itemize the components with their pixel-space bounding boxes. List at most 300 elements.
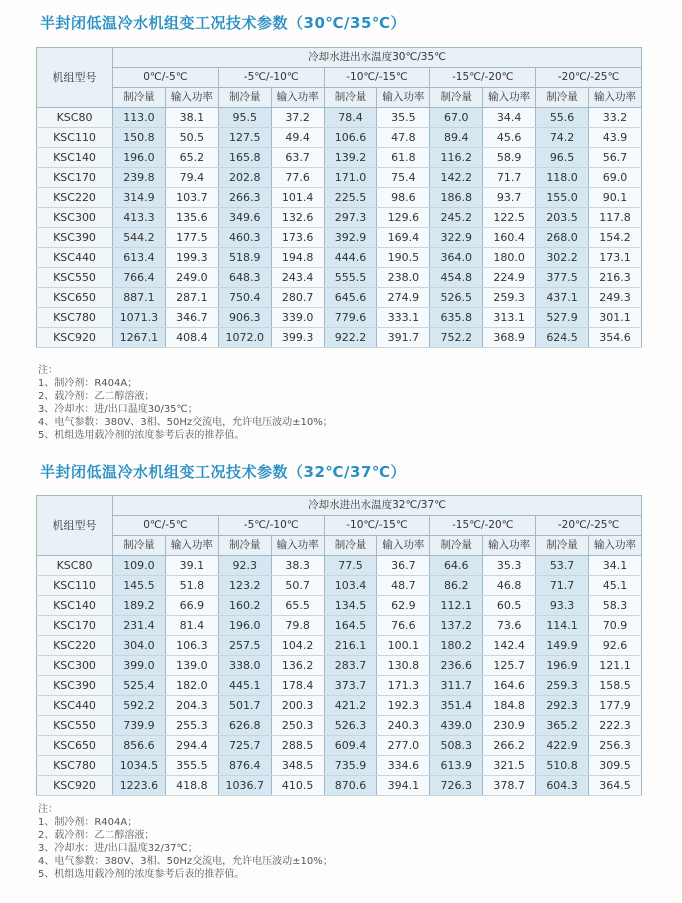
cooling-capacity-cell: 592.2: [113, 696, 166, 716]
cooling-capacity-cell: 186.8: [430, 188, 483, 208]
cooling-capacity-cell: 92.3: [218, 556, 271, 576]
input-power-cell: 37.2: [271, 108, 324, 128]
cooling-capacity-cell: 165.8: [218, 148, 271, 168]
table-row: [37, 108, 642, 128]
section-title: 半封闭低温冷水机组变工况技术参数（30℃/35℃）: [40, 14, 407, 32]
table-row: [37, 756, 642, 776]
cooling-capacity-cell: 887.1: [113, 288, 166, 308]
cooling-capacity-cell: 766.4: [113, 268, 166, 288]
input-power-cell: 93.7: [483, 188, 536, 208]
model-cell: KSC550: [37, 268, 113, 288]
input-power-cell: 154.2: [589, 228, 642, 248]
input-power-cell: 410.5: [271, 776, 324, 796]
input-power-cell: 394.1: [377, 776, 430, 796]
table-row: [37, 208, 642, 228]
input-power-cell: 73.6: [483, 616, 536, 636]
sub-header-row: [37, 536, 642, 556]
table-row: [37, 596, 642, 616]
cooling-capacity-cell: 259.3: [536, 676, 589, 696]
input-power-cell: 182.0: [165, 676, 218, 696]
cooling-capacity-cell: 266.3: [218, 188, 271, 208]
cooling-capacity-cell: 123.2: [218, 576, 271, 596]
model-cell: KSC300: [37, 656, 113, 676]
temperature-group-header: -15℃/-20℃: [430, 68, 536, 88]
input-power-cell: 139.0: [165, 656, 218, 676]
header-row: [37, 48, 642, 68]
cooling-capacity-cell: 268.0: [536, 228, 589, 248]
cooling-capacity-cell: 114.1: [536, 616, 589, 636]
cooling-capacity-header: 制冷量: [324, 536, 377, 556]
temperature-group-header: -5℃/-10℃: [218, 68, 324, 88]
cooling-water-header: 冷却水进出水温度30℃/35℃: [113, 48, 642, 68]
input-power-cell: 70.9: [589, 616, 642, 636]
cooling-capacity-cell: 1072.0: [218, 328, 271, 348]
input-power-cell: 35.3: [483, 556, 536, 576]
cooling-capacity-cell: 304.0: [113, 636, 166, 656]
cooling-capacity-cell: 338.0: [218, 656, 271, 676]
cooling-capacity-cell: 77.5: [324, 556, 377, 576]
table-row: [37, 696, 642, 716]
cooling-capacity-cell: 314.9: [113, 188, 166, 208]
table-row: [37, 716, 642, 736]
cooling-capacity-header: 制冷量: [113, 88, 166, 108]
cooling-capacity-cell: 55.6: [536, 108, 589, 128]
cooling-capacity-cell: 149.9: [536, 636, 589, 656]
input-power-cell: 62.9: [377, 596, 430, 616]
input-power-cell: 58.9: [483, 148, 536, 168]
model-cell: KSC110: [37, 576, 113, 596]
header-row: [37, 496, 642, 516]
cooling-capacity-cell: 525.4: [113, 676, 166, 696]
temperature-group-header: -10℃/-15℃: [324, 68, 430, 88]
cooling-capacity-cell: 1071.3: [113, 308, 166, 328]
cooling-capacity-cell: 460.3: [218, 228, 271, 248]
model-cell: KSC390: [37, 676, 113, 696]
input-power-cell: 60.5: [483, 596, 536, 616]
cooling-capacity-cell: 856.6: [113, 736, 166, 756]
cooling-capacity-cell: 365.2: [536, 716, 589, 736]
cooling-capacity-cell: 203.5: [536, 208, 589, 228]
input-power-cell: 169.4: [377, 228, 430, 248]
note-line: 5、机组选用载冷剂的浓度参考后表的推荐值。: [38, 430, 245, 441]
cooling-capacity-header: 制冷量: [430, 536, 483, 556]
cooling-capacity-cell: 106.6: [324, 128, 377, 148]
cooling-capacity-cell: 906.3: [218, 308, 271, 328]
cooling-capacity-cell: 752.2: [430, 328, 483, 348]
cooling-capacity-cell: 95.5: [218, 108, 271, 128]
input-power-cell: 222.3: [589, 716, 642, 736]
cooling-capacity-cell: 437.1: [536, 288, 589, 308]
input-power-cell: 230.9: [483, 716, 536, 736]
cooling-capacity-cell: 725.7: [218, 736, 271, 756]
cooling-capacity-cell: 526.5: [430, 288, 483, 308]
input-power-cell: 71.7: [483, 168, 536, 188]
temperature-group-header: 0℃/-5℃: [113, 516, 219, 536]
model-cell: KSC140: [37, 596, 113, 616]
cooling-capacity-cell: 613.9: [430, 756, 483, 776]
cooling-capacity-cell: 526.3: [324, 716, 377, 736]
cooling-capacity-cell: 189.2: [113, 596, 166, 616]
cooling-capacity-cell: 292.3: [536, 696, 589, 716]
table-row: [37, 636, 642, 656]
model-cell: KSC440: [37, 248, 113, 268]
temperature-group-header: -10℃/-15℃: [324, 516, 430, 536]
cooling-capacity-cell: 160.2: [218, 596, 271, 616]
cooling-capacity-cell: 527.9: [536, 308, 589, 328]
cooling-capacity-cell: 127.5: [218, 128, 271, 148]
cooling-capacity-cell: 142.2: [430, 168, 483, 188]
cooling-capacity-cell: 196.0: [113, 148, 166, 168]
input-power-cell: 61.8: [377, 148, 430, 168]
section-title: 半封闭低温冷水机组变工况技术参数（32℃/37℃）: [40, 463, 407, 481]
note-line: 4、电气参数：380V、3相、50Hz交流电，允许电压波动±10%；: [38, 856, 333, 867]
model-cell: KSC170: [37, 168, 113, 188]
table-row: [37, 248, 642, 268]
input-power-cell: 164.6: [483, 676, 536, 696]
input-power-cell: 309.5: [589, 756, 642, 776]
input-power-cell: 280.7: [271, 288, 324, 308]
cooling-capacity-cell: 739.9: [113, 716, 166, 736]
cooling-capacity-cell: 555.5: [324, 268, 377, 288]
cooling-capacity-cell: 236.6: [430, 656, 483, 676]
cooling-capacity-cell: 750.4: [218, 288, 271, 308]
cooling-capacity-cell: 779.6: [324, 308, 377, 328]
note-line: 2、载冷剂：乙二醇溶液；: [38, 830, 155, 841]
input-power-cell: 173.6: [271, 228, 324, 248]
input-power-cell: 348.5: [271, 756, 324, 776]
cooling-capacity-cell: 609.4: [324, 736, 377, 756]
cooling-capacity-cell: 501.7: [218, 696, 271, 716]
sub-header-row: [37, 88, 642, 108]
input-power-cell: 81.4: [165, 616, 218, 636]
cooling-capacity-header: 制冷量: [430, 88, 483, 108]
cooling-capacity-cell: 137.2: [430, 616, 483, 636]
cooling-capacity-cell: 1034.5: [113, 756, 166, 776]
input-power-cell: 121.1: [589, 656, 642, 676]
input-power-cell: 79.8: [271, 616, 324, 636]
cooling-capacity-cell: 103.4: [324, 576, 377, 596]
input-power-cell: 249.0: [165, 268, 218, 288]
cooling-capacity-cell: 351.4: [430, 696, 483, 716]
input-power-cell: 34.4: [483, 108, 536, 128]
input-power-cell: 160.4: [483, 228, 536, 248]
table-row: [37, 268, 642, 288]
note-line: 3、冷却水：进/出口温度30/35℃；: [38, 404, 198, 415]
input-power-cell: 34.1: [589, 556, 642, 576]
cooling-capacity-cell: 421.2: [324, 696, 377, 716]
input-power-cell: 418.8: [165, 776, 218, 796]
table-row: [37, 288, 642, 308]
cooling-capacity-cell: 113.0: [113, 108, 166, 128]
input-power-cell: 177.5: [165, 228, 218, 248]
cooling-capacity-cell: 196.9: [536, 656, 589, 676]
input-power-header: 输入功率: [165, 88, 218, 108]
cooling-capacity-cell: 544.2: [113, 228, 166, 248]
spec-table-body: [37, 496, 642, 796]
input-power-cell: 158.5: [589, 676, 642, 696]
cooling-capacity-cell: 225.5: [324, 188, 377, 208]
model-cell: KSC920: [37, 328, 113, 348]
cooling-water-header: 冷却水进出水温度32℃/37℃: [113, 496, 642, 516]
model-cell: KSC140: [37, 148, 113, 168]
cooling-capacity-cell: 364.0: [430, 248, 483, 268]
input-power-cell: 180.0: [483, 248, 536, 268]
cooling-capacity-cell: 86.2: [430, 576, 483, 596]
input-power-cell: 194.8: [271, 248, 324, 268]
cooling-capacity-header: 制冷量: [536, 88, 589, 108]
group-header-row: [37, 68, 642, 88]
cooling-capacity-cell: 245.2: [430, 208, 483, 228]
cooling-capacity-cell: 145.5: [113, 576, 166, 596]
input-power-cell: 135.6: [165, 208, 218, 228]
temperature-group-header: -5℃/-10℃: [218, 516, 324, 536]
input-power-cell: 48.7: [377, 576, 430, 596]
cooling-capacity-cell: 922.2: [324, 328, 377, 348]
cooling-capacity-cell: 231.4: [113, 616, 166, 636]
temperature-group-header: 0℃/-5℃: [113, 68, 219, 88]
input-power-cell: 56.7: [589, 148, 642, 168]
cooling-capacity-cell: 518.9: [218, 248, 271, 268]
input-power-cell: 51.8: [165, 576, 218, 596]
note-line: 1、制冷剂：R404A；: [38, 378, 138, 389]
spec-table: [36, 495, 642, 796]
input-power-cell: 98.6: [377, 188, 430, 208]
input-power-header: 输入功率: [377, 88, 430, 108]
cooling-capacity-cell: 150.8: [113, 128, 166, 148]
cooling-capacity-cell: 626.8: [218, 716, 271, 736]
table-row: [37, 616, 642, 636]
input-power-cell: 259.3: [483, 288, 536, 308]
input-power-cell: 79.4: [165, 168, 218, 188]
cooling-capacity-cell: 510.8: [536, 756, 589, 776]
cooling-capacity-cell: 1267.1: [113, 328, 166, 348]
cooling-capacity-header: 制冷量: [218, 536, 271, 556]
input-power-cell: 368.9: [483, 328, 536, 348]
cooling-capacity-header: 制冷量: [113, 536, 166, 556]
cooling-capacity-cell: 377.5: [536, 268, 589, 288]
input-power-cell: 90.1: [589, 188, 642, 208]
input-power-header: 输入功率: [377, 536, 430, 556]
input-power-cell: 101.4: [271, 188, 324, 208]
cooling-capacity-cell: 413.3: [113, 208, 166, 228]
cooling-capacity-cell: 283.7: [324, 656, 377, 676]
notes-heading: 注：: [38, 804, 58, 815]
input-power-cell: 106.3: [165, 636, 218, 656]
input-power-cell: 354.6: [589, 328, 642, 348]
temperature-group-header: -20℃/-25℃: [536, 68, 642, 88]
input-power-header: 输入功率: [483, 88, 536, 108]
input-power-cell: 177.9: [589, 696, 642, 716]
input-power-cell: 130.8: [377, 656, 430, 676]
input-power-cell: 238.0: [377, 268, 430, 288]
cooling-capacity-cell: 422.9: [536, 736, 589, 756]
input-power-header: 输入功率: [165, 536, 218, 556]
table-row: [37, 676, 642, 696]
input-power-cell: 104.2: [271, 636, 324, 656]
input-power-cell: 224.9: [483, 268, 536, 288]
input-power-cell: 321.5: [483, 756, 536, 776]
input-power-cell: 288.5: [271, 736, 324, 756]
input-power-cell: 204.3: [165, 696, 218, 716]
input-power-cell: 287.1: [165, 288, 218, 308]
input-power-cell: 69.0: [589, 168, 642, 188]
cooling-capacity-cell: 311.7: [430, 676, 483, 696]
table-row: [37, 188, 642, 208]
notes-block: [38, 803, 333, 881]
input-power-cell: 65.5: [271, 596, 324, 616]
cooling-capacity-header: 制冷量: [218, 88, 271, 108]
input-power-cell: 100.1: [377, 636, 430, 656]
input-power-cell: 38.1: [165, 108, 218, 128]
input-power-cell: 77.6: [271, 168, 324, 188]
input-power-cell: 378.7: [483, 776, 536, 796]
input-power-cell: 274.9: [377, 288, 430, 308]
input-power-cell: 408.4: [165, 328, 218, 348]
cooling-capacity-cell: 735.9: [324, 756, 377, 776]
model-cell: KSC220: [37, 188, 113, 208]
model-cell: KSC780: [37, 756, 113, 776]
cooling-capacity-cell: 870.6: [324, 776, 377, 796]
model-cell: KSC110: [37, 128, 113, 148]
note-line: 1、制冷剂：R404A；: [38, 817, 138, 828]
cooling-capacity-cell: 645.6: [324, 288, 377, 308]
cooling-capacity-cell: 726.3: [430, 776, 483, 796]
model-cell: KSC390: [37, 228, 113, 248]
input-power-cell: 76.6: [377, 616, 430, 636]
input-power-cell: 36.7: [377, 556, 430, 576]
cooling-capacity-cell: 392.9: [324, 228, 377, 248]
cooling-capacity-header: 制冷量: [324, 88, 377, 108]
input-power-cell: 65.2: [165, 148, 218, 168]
table-row: [37, 776, 642, 796]
input-power-cell: 136.2: [271, 656, 324, 676]
spec-table: [36, 47, 642, 348]
cooling-capacity-cell: 64.6: [430, 556, 483, 576]
input-power-cell: 255.3: [165, 716, 218, 736]
cooling-capacity-cell: 444.6: [324, 248, 377, 268]
cooling-capacity-cell: 96.5: [536, 148, 589, 168]
model-cell: KSC650: [37, 736, 113, 756]
input-power-cell: 35.5: [377, 108, 430, 128]
cooling-capacity-cell: 171.0: [324, 168, 377, 188]
input-power-cell: 256.3: [589, 736, 642, 756]
cooling-capacity-cell: 89.4: [430, 128, 483, 148]
cooling-capacity-cell: 399.0: [113, 656, 166, 676]
model-cell: KSC550: [37, 716, 113, 736]
input-power-cell: 129.6: [377, 208, 430, 228]
cooling-capacity-cell: 71.7: [536, 576, 589, 596]
input-power-header: 输入功率: [483, 536, 536, 556]
cooling-capacity-cell: 118.0: [536, 168, 589, 188]
cooling-capacity-cell: 648.3: [218, 268, 271, 288]
cooling-capacity-cell: 112.1: [430, 596, 483, 616]
model-cell: KSC170: [37, 616, 113, 636]
note-line: 5、机组选用载冷剂的浓度参考后表的推荐值。: [38, 869, 245, 880]
cooling-capacity-cell: 624.5: [536, 328, 589, 348]
input-power-cell: 266.2: [483, 736, 536, 756]
cooling-capacity-cell: 257.5: [218, 636, 271, 656]
table-row: [37, 168, 642, 188]
cooling-capacity-cell: 1036.7: [218, 776, 271, 796]
cooling-capacity-cell: 297.3: [324, 208, 377, 228]
cooling-capacity-cell: 109.0: [113, 556, 166, 576]
cooling-capacity-cell: 604.3: [536, 776, 589, 796]
input-power-header: 输入功率: [271, 536, 324, 556]
input-power-cell: 75.4: [377, 168, 430, 188]
cooling-capacity-cell: 116.2: [430, 148, 483, 168]
cooling-capacity-cell: 67.0: [430, 108, 483, 128]
input-power-header: 输入功率: [589, 88, 642, 108]
model-column-header: 机组型号: [37, 496, 113, 556]
cooling-capacity-cell: 302.2: [536, 248, 589, 268]
input-power-cell: 178.4: [271, 676, 324, 696]
input-power-cell: 39.1: [165, 556, 218, 576]
input-power-cell: 125.7: [483, 656, 536, 676]
cooling-capacity-cell: 635.8: [430, 308, 483, 328]
model-cell: KSC300: [37, 208, 113, 228]
table-row: [37, 556, 642, 576]
cooling-capacity-cell: 74.2: [536, 128, 589, 148]
cooling-capacity-cell: 322.9: [430, 228, 483, 248]
model-cell: KSC220: [37, 636, 113, 656]
input-power-header: 输入功率: [271, 88, 324, 108]
input-power-cell: 43.9: [589, 128, 642, 148]
input-power-cell: 50.7: [271, 576, 324, 596]
table-row: [37, 656, 642, 676]
model-cell: KSC80: [37, 108, 113, 128]
notes-heading: 注：: [38, 365, 58, 376]
input-power-cell: 192.3: [377, 696, 430, 716]
table-row: [37, 148, 642, 168]
input-power-cell: 33.2: [589, 108, 642, 128]
input-power-cell: 45.1: [589, 576, 642, 596]
input-power-cell: 250.3: [271, 716, 324, 736]
cooling-capacity-cell: 139.2: [324, 148, 377, 168]
temperature-group-header: -20℃/-25℃: [536, 516, 642, 536]
input-power-cell: 184.8: [483, 696, 536, 716]
cooling-capacity-cell: 439.0: [430, 716, 483, 736]
input-power-cell: 92.6: [589, 636, 642, 656]
note-line: 4、电气参数：380V、3相、50Hz交流电，允许电压波动±10%；: [38, 417, 333, 428]
note-line: 3、冷却水：进/出口温度32/37℃；: [38, 843, 198, 854]
input-power-cell: 216.3: [589, 268, 642, 288]
input-power-cell: 132.6: [271, 208, 324, 228]
cooling-capacity-cell: 613.4: [113, 248, 166, 268]
input-power-cell: 294.4: [165, 736, 218, 756]
input-power-cell: 200.3: [271, 696, 324, 716]
spec-table-body: [37, 48, 642, 348]
input-power-cell: 334.6: [377, 756, 430, 776]
cooling-capacity-cell: 164.5: [324, 616, 377, 636]
input-power-cell: 66.9: [165, 596, 218, 616]
cooling-capacity-cell: 876.4: [218, 756, 271, 776]
input-power-cell: 173.1: [589, 248, 642, 268]
input-power-cell: 46.8: [483, 576, 536, 596]
cooling-capacity-cell: 216.1: [324, 636, 377, 656]
cooling-capacity-cell: 202.8: [218, 168, 271, 188]
input-power-cell: 38.3: [271, 556, 324, 576]
cooling-capacity-cell: 53.7: [536, 556, 589, 576]
input-power-cell: 313.1: [483, 308, 536, 328]
cooling-capacity-header: 制冷量: [536, 536, 589, 556]
cooling-capacity-cell: 454.8: [430, 268, 483, 288]
cooling-capacity-cell: 155.0: [536, 188, 589, 208]
group-header-row: [37, 516, 642, 536]
cooling-capacity-cell: 134.5: [324, 596, 377, 616]
model-cell: KSC920: [37, 776, 113, 796]
notes-block: [38, 364, 333, 442]
table-row: [37, 328, 642, 348]
